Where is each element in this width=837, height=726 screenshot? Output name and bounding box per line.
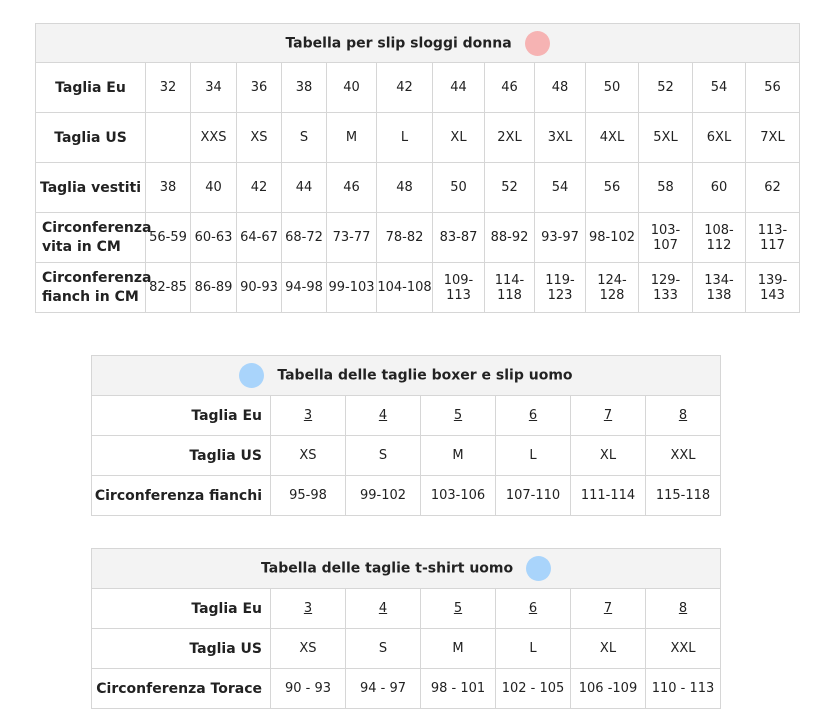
table-cell: 95-98 (271, 476, 346, 516)
table-row (36, 163, 800, 213)
table-cell: 42 (377, 63, 433, 113)
table-cell: 60 (693, 163, 746, 213)
table-cell: 36 (237, 63, 282, 113)
table-cell: 5 (421, 589, 496, 629)
table-cell: 48 (377, 163, 433, 213)
boxer-size-table (91, 355, 721, 516)
row-label: Circonferenza vita in CM (36, 213, 146, 263)
table-cell: 48 (535, 63, 586, 113)
table-cell: 4XL (586, 113, 639, 163)
row-label: Circonferenza fianchi (92, 476, 271, 516)
table-row (36, 63, 800, 113)
table-cell: 88-92 (485, 213, 535, 263)
table-cell: M (421, 629, 496, 669)
table-row (92, 589, 721, 629)
table-cell: 8 (646, 396, 721, 436)
table-cell: 6XL (693, 113, 746, 163)
table-cell: 58 (639, 163, 693, 213)
table-cell: 139-143 (746, 263, 800, 313)
row-label: Circonferenza fianch in CM (36, 263, 146, 313)
table-cell: 44 (282, 163, 327, 213)
table-cell: 50 (586, 63, 639, 113)
table-cell: 94-98 (282, 263, 327, 313)
table-cell: 73-77 (327, 213, 377, 263)
table-cell: 50 (433, 163, 485, 213)
women-table-title-cell (36, 24, 800, 63)
table-cell: 109-113 (433, 263, 485, 313)
boxer-table-title-cell (92, 356, 721, 396)
table-cell: 56-59 (146, 213, 191, 263)
table-cell: 90-93 (237, 263, 282, 313)
table-cell: 82-85 (146, 263, 191, 313)
table-cell: 108-112 (693, 213, 746, 263)
table-cell: 56 (586, 163, 639, 213)
table-cell (146, 113, 191, 163)
women-size-table (35, 23, 800, 313)
row-label: Taglia US (92, 436, 271, 476)
table-cell: 4 (346, 396, 421, 436)
row-label: Taglia US (36, 113, 146, 163)
table-cell: XL (571, 436, 646, 476)
table-cell: M (327, 113, 377, 163)
table-cell: 38 (146, 163, 191, 213)
table-cell: 46 (485, 63, 535, 113)
table-cell: 111-114 (571, 476, 646, 516)
table-cell: 62 (746, 163, 800, 213)
table-cell: 99-102 (346, 476, 421, 516)
table-cell: 52 (485, 163, 535, 213)
table-cell: 68-72 (282, 213, 327, 263)
tshirt-table-title-row (92, 549, 721, 589)
table-cell: 99-103 (327, 263, 377, 313)
table-cell: 3XL (535, 113, 586, 163)
table-cell: 115-118 (646, 476, 721, 516)
table-cell: XL (433, 113, 485, 163)
table-cell: 7XL (746, 113, 800, 163)
table-cell: 3 (271, 396, 346, 436)
table-cell: 83-87 (433, 213, 485, 263)
tshirt-size-table (91, 548, 721, 709)
table-cell: 134-138 (693, 263, 746, 313)
table-cell: 103-106 (421, 476, 496, 516)
table-cell: 5XL (639, 113, 693, 163)
table-cell: 103-107 (639, 213, 693, 263)
table-cell: XXS (191, 113, 237, 163)
table-cell: 32 (146, 63, 191, 113)
table-cell: 93-97 (535, 213, 586, 263)
table-cell: 4 (346, 589, 421, 629)
table-row (36, 113, 800, 163)
table-cell: S (346, 436, 421, 476)
table-cell: 40 (327, 63, 377, 113)
table-cell: 6 (496, 396, 571, 436)
table-cell: XL (571, 629, 646, 669)
table-cell: 114-118 (485, 263, 535, 313)
table-cell: L (496, 436, 571, 476)
blue-circle-icon (526, 556, 551, 581)
table-cell: 124-128 (586, 263, 639, 313)
table-cell: 78-82 (377, 213, 433, 263)
table-cell: 34 (191, 63, 237, 113)
table-cell: 90 - 93 (271, 669, 346, 709)
table-cell: 60-63 (191, 213, 237, 263)
boxer-table-title: Tabella delle taglie boxer e slip uomo (277, 367, 573, 384)
row-label: Taglia Eu (92, 589, 271, 629)
table-cell: S (282, 113, 327, 163)
tshirt-table-title-cell (92, 549, 721, 589)
table-row (36, 213, 800, 263)
table-row (92, 476, 721, 516)
table-cell: 98-102 (586, 213, 639, 263)
blue-circle-icon (239, 363, 264, 388)
table-cell: 2XL (485, 113, 535, 163)
table-cell: XXL (646, 629, 721, 669)
table-cell: 3 (271, 589, 346, 629)
table-cell: 119-123 (535, 263, 586, 313)
table-cell: 52 (639, 63, 693, 113)
table-cell: XS (237, 113, 282, 163)
table-cell: 102 - 105 (496, 669, 571, 709)
table-cell: XS (271, 436, 346, 476)
table-cell: 38 (282, 63, 327, 113)
table-cell: 110 - 113 (646, 669, 721, 709)
table-cell: XXL (646, 436, 721, 476)
women-table-title: Tabella per slip sloggi donna (285, 35, 512, 51)
row-label: Taglia Eu (36, 63, 146, 113)
table-cell: 6 (496, 589, 571, 629)
table-cell: L (377, 113, 433, 163)
table-cell: 46 (327, 163, 377, 213)
table-cell: 7 (571, 589, 646, 629)
table-cell: 107-110 (496, 476, 571, 516)
women-table-title-row (36, 24, 800, 63)
table-cell: XS (271, 629, 346, 669)
table-cell: 86-89 (191, 263, 237, 313)
table-row (92, 669, 721, 709)
table-cell: 113-117 (746, 213, 800, 263)
table-cell: 98 - 101 (421, 669, 496, 709)
row-label: Taglia US (92, 629, 271, 669)
boxer-table-title-row (92, 356, 721, 396)
table-cell: 8 (646, 589, 721, 629)
table-cell: 7 (571, 396, 646, 436)
table-cell: 5 (421, 396, 496, 436)
pink-circle-icon (525, 31, 550, 56)
table-cell: 44 (433, 63, 485, 113)
row-label: Circonferenza Torace (92, 669, 271, 709)
table-cell: 106 -109 (571, 669, 646, 709)
table-cell: 104-108 (377, 263, 433, 313)
table-cell: 56 (746, 63, 800, 113)
tshirt-table-title: Tabella delle taglie t-shirt uomo (261, 560, 514, 577)
table-cell: 94 - 97 (346, 669, 421, 709)
table-cell: M (421, 436, 496, 476)
table-cell: 129-133 (639, 263, 693, 313)
table-row (36, 263, 800, 313)
table-cell: 54 (535, 163, 586, 213)
table-cell: S (346, 629, 421, 669)
table-row (92, 436, 721, 476)
table-row (92, 396, 721, 436)
table-cell: 40 (191, 163, 237, 213)
row-label: Taglia Eu (92, 396, 271, 436)
table-cell: 42 (237, 163, 282, 213)
table-cell: 54 (693, 63, 746, 113)
row-label: Taglia vestiti (36, 163, 146, 213)
table-cell: 64-67 (237, 213, 282, 263)
table-cell: L (496, 629, 571, 669)
table-row (92, 629, 721, 669)
